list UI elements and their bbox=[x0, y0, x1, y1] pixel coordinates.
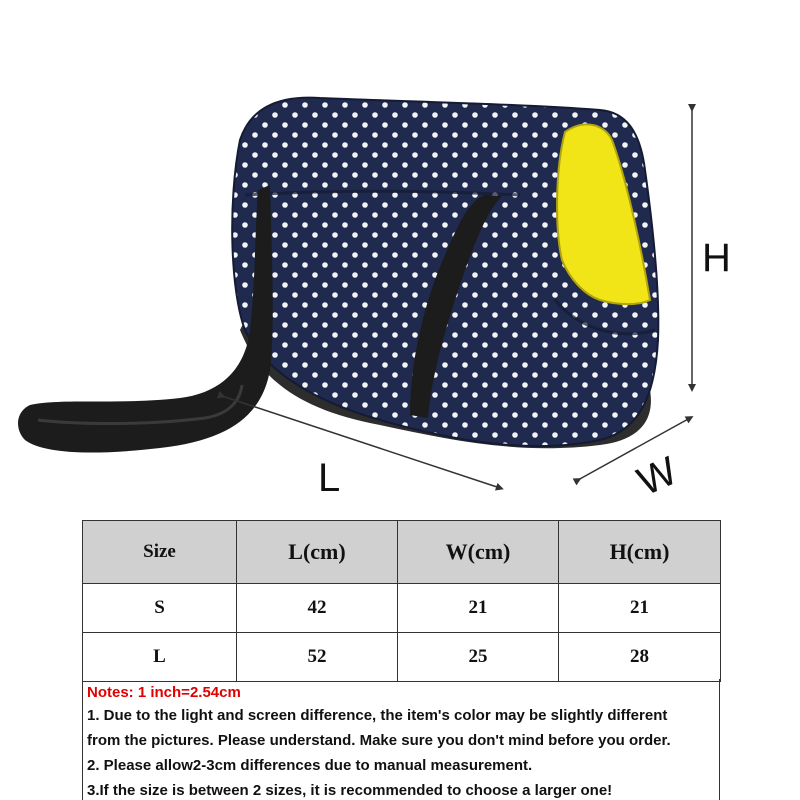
table-cell-size: S bbox=[83, 584, 237, 633]
header-length: L(cm) bbox=[237, 521, 398, 584]
note-line: 3.If the size is between 2 sizes, it is recommended to choose a larger one! bbox=[87, 782, 613, 799]
table-row bbox=[83, 633, 721, 682]
table-cell-width: 25 bbox=[398, 633, 559, 682]
table-cell-size: L bbox=[83, 633, 237, 682]
table-cell-length: 42 bbox=[237, 584, 398, 633]
table-cell-length: 52 bbox=[237, 633, 398, 682]
note-line: 2. Please allow2-3cm differences due to manual measurement. bbox=[87, 757, 533, 774]
table-cell-height: 21 bbox=[559, 584, 721, 633]
size-chart-table bbox=[82, 520, 721, 682]
table-cell-width: 21 bbox=[398, 584, 559, 633]
header-height: H(cm) bbox=[559, 521, 721, 584]
header-size: Size bbox=[83, 521, 237, 584]
header-width: W(cm) bbox=[398, 521, 559, 584]
table-row bbox=[83, 584, 721, 633]
table-header-row bbox=[83, 521, 721, 584]
note-line: 1. Due to the light and screen difference, the item's color may be slightly different bbox=[87, 707, 668, 724]
notes-title: Notes: 1 inch=2.54cm bbox=[87, 684, 241, 701]
height-dimension-label: H bbox=[702, 236, 731, 280]
length-dimension-label: L bbox=[318, 456, 341, 500]
table-cell-height: 28 bbox=[559, 633, 721, 682]
width-dimension-label: W bbox=[631, 448, 684, 505]
notes-section bbox=[82, 679, 720, 800]
note-line: from the pictures. Please understand. Make sure you don't mind before you order. bbox=[87, 732, 671, 749]
